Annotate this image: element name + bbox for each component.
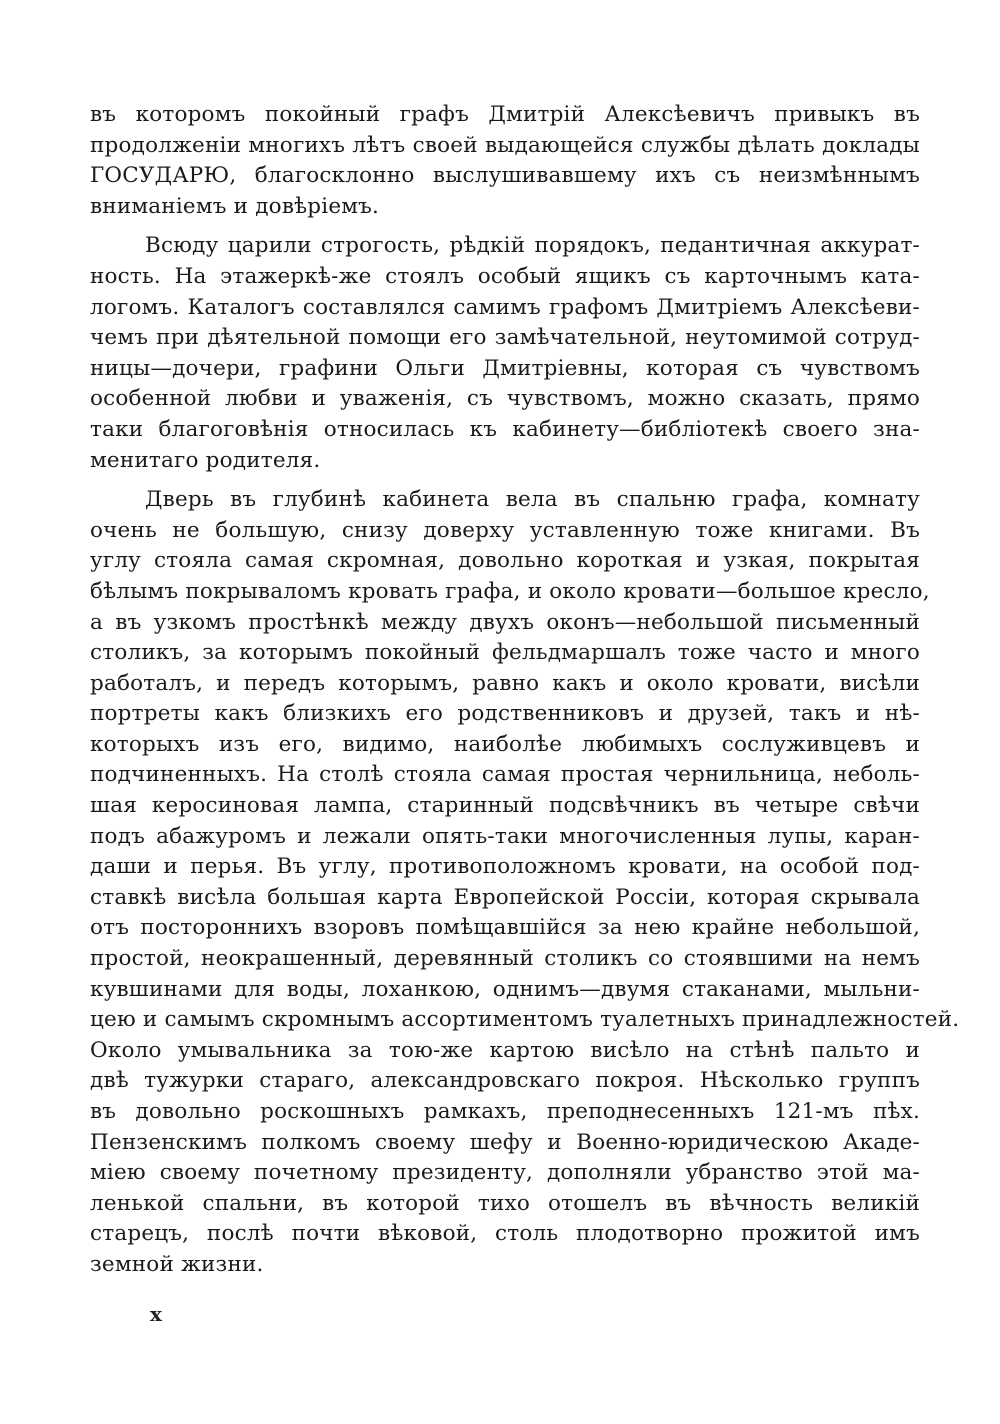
text-line: простой, неокрашенный, деревянный столикъ со стоявшими на немъ (90, 946, 920, 972)
text-line: даши и перья. Въ углу, противоположномъ кровати, на особой под- (90, 854, 920, 880)
text-line: земной жизни. (90, 1251, 264, 1277)
text-line: столикъ, за которымъ покойный фельдмаршалъ тоже часто и много (90, 640, 920, 666)
text-line: въ которомъ покойный графъ Дмитрій Алексѣевичъ привыкъ въ (90, 102, 920, 127)
text-line: ность. На этажеркѣ-же стоялъ особый ящикъ съ карточнымъ ката- (90, 263, 920, 289)
paragraph-2 (90, 231, 920, 476)
text-line: бѣлымъ покрываломъ кровать графа, и около кровати—большое кресло, (90, 578, 930, 604)
text-line: таки благоговѣнія относилась къ кабинету—библіотекѣ своего зна- (90, 416, 920, 442)
text-line: которыхъ изъ его, видимо, наиболѣе любимыхъ сослуживцевъ и (90, 731, 920, 757)
text-line: шая керосиновая лампа, старинный подсвѣчникъ въ четыре свѣчи (90, 793, 920, 819)
paragraph-3 (90, 485, 960, 1280)
text-line: міею своему почетному президенту, дополняли убранство этой ма- (90, 1160, 920, 1186)
text-line: ницы—дочери, графини Ольги Дмитріевны, которая съ чувствомъ (90, 355, 920, 381)
text-line: ленькой спальни, въ которой тихо отошелъ въ вѣчность великій (90, 1190, 920, 1216)
text-line: подчиненныхъ. На столѣ стояла самая простая чернильница, неболь- (90, 762, 920, 788)
text-line: вниманіемъ и довѣріемъ. (90, 193, 380, 219)
text-line: логомъ. Каталогъ составлялся самимъ графомъ Дмитріемъ Алексѣеви- (90, 294, 920, 320)
body-text (90, 100, 960, 1281)
text-line: работалъ, и передъ которымъ, равно какъ и около кровати, висѣли (90, 670, 920, 696)
text-line: ставкѣ висѣла большая карта Европейской Россіи, которая скрывала (90, 884, 920, 910)
text-line: а въ узкомъ простѣнкѣ между двухъ оконъ—небольшой письменный (90, 609, 920, 635)
text-line: кувшинами для воды, лоханкою, однимъ—двумя стаканами, мыльни- (90, 976, 920, 1002)
footer-mark: x (150, 1302, 162, 1326)
text-line: Около умывальника за тою-же картою висѣло на стѣнѣ пальто и (90, 1037, 920, 1063)
text-line: цею и самымъ скромнымъ ассортиментомъ туалетныхъ принадлежностей. (90, 1007, 960, 1033)
text-line: Дверь въ глубинѣ кабинета вела въ спальню графа, комнату (145, 487, 920, 513)
text-line: ГОСУДАРЮ, благосклонно выслушивавшему ихъ съ неизмѣннымъ (90, 163, 920, 189)
text-line: портреты какъ близкихъ его родственниковъ и друзей, такъ и нѣ- (90, 701, 920, 727)
text-line: чемъ при дѣятельной помощи его замѣчательной, неутомимой сотруд- (90, 325, 920, 351)
text-line: подъ абажуромъ и лежали опять-таки многочисленныя лупы, каран- (90, 823, 920, 849)
text-line: въ довольно роскошныхъ рамкахъ, преподнесенныхъ 121-мъ пѣх. (90, 1099, 920, 1124)
text-line: продолженіи многихъ лѣтъ своей выдающейся службы дѣлать доклады (90, 132, 920, 158)
text-line: старецъ, послѣ почти вѣковой, столь плодотворно прожитой имъ (90, 1221, 920, 1247)
text-line: менитаго родителя. (90, 447, 321, 473)
text-line: двѣ тужурки стараго, александровскаго покроя. Нѣсколько группъ (90, 1068, 920, 1094)
text-line: очень не большую, снизу доверху уставленную тоже книгами. Въ (90, 517, 920, 543)
paragraph-1 (90, 100, 920, 222)
text-line: Пензенскимъ полкомъ своему шефу и Военно-юридическою Акаде- (90, 1129, 920, 1155)
text-line: отъ постороннихъ взоровъ помѣщавшійся за нею крайне небольшой, (90, 915, 920, 941)
text-line: Всюду царили строгость, рѣдкій порядокъ, педантичная аккурат- (145, 233, 920, 259)
text-line: углу стояла самая скромная, довольно короткая и узкая, покрытая (90, 548, 920, 574)
text-line: особенной любви и уваженія, съ чувствомъ, можно сказать, прямо (90, 386, 920, 412)
